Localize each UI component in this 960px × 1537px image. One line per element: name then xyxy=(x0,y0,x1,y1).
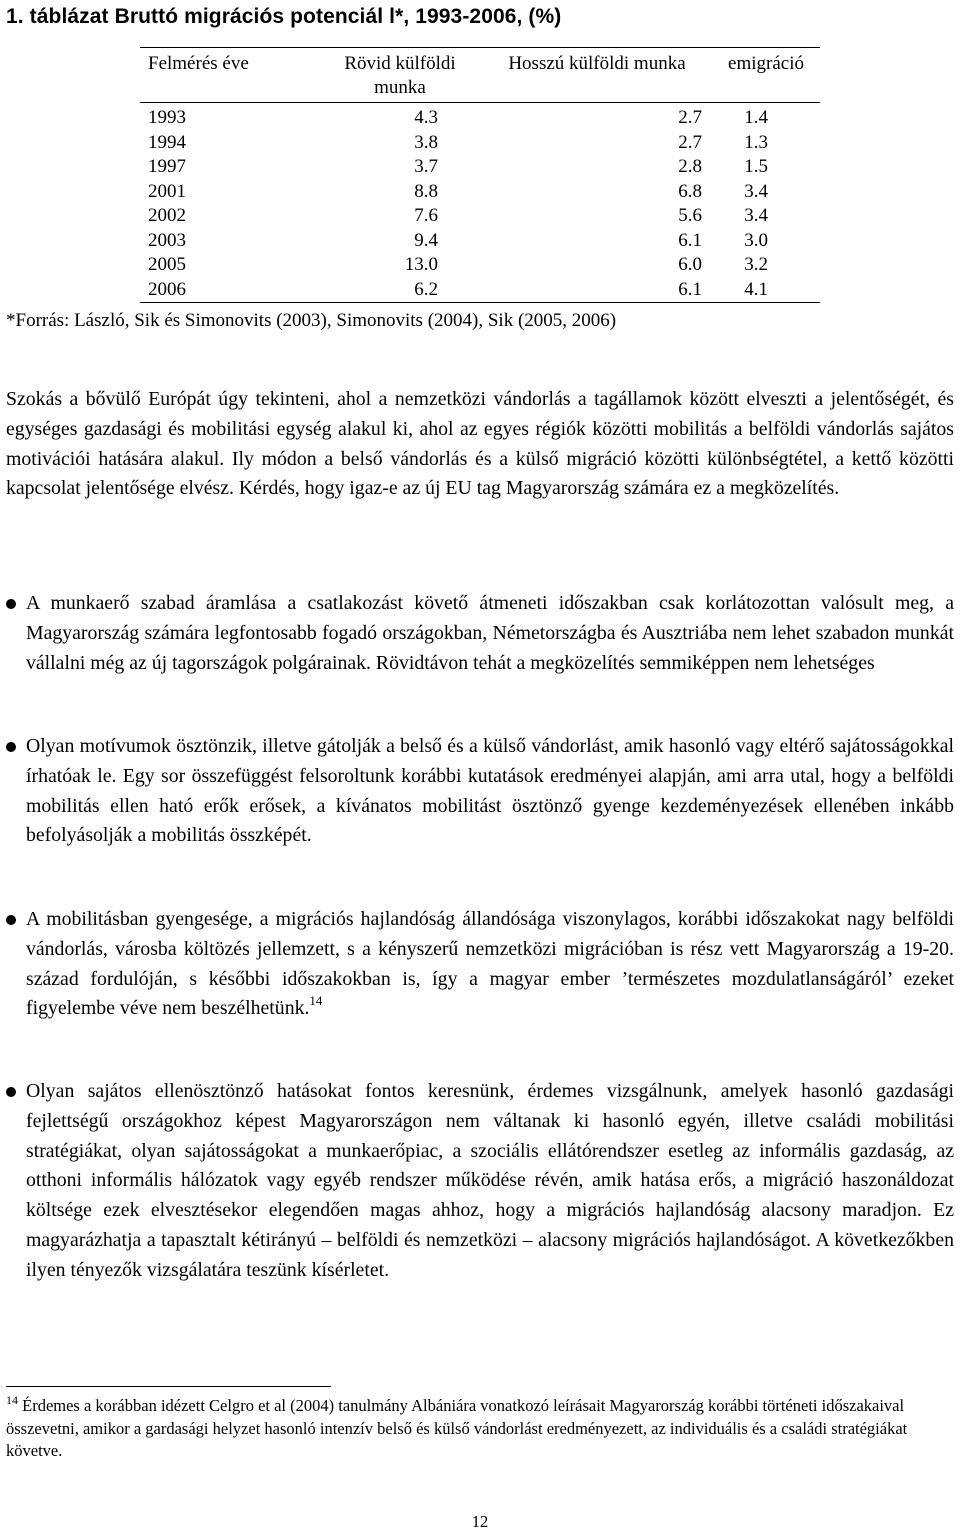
cell-emigration: 1.5 xyxy=(744,156,768,177)
intro-paragraph: Szokás a bővülő Európát úgy tekinteni, ahol a nemzetközi vándorlás a tagállamok között elveszti a jelentőségét, és egységes gazdasági és mobilitási egység alakul ki, ahol az egyes régiók közötti mobilitás a belföldi vándorlás sajátos motivációi hatására alakul. Ily módon a belső vándorlás és a külső migráció közötti különbségtétel, a kettő közötti kapcsolat jelentősége elvész. Kérdés, hogy igaz-e az új EU tag Magyarország számára ez a megközelítés. xyxy=(6,388,954,500)
cell-year: 1997 xyxy=(148,156,186,177)
bullet-text: A munkaerő szabad áramlása a csatlakozást követő átmeneti időszakban csak korlátozottan valósult meg, a Magyarország számára legfontosabb fogadó országokban, Németországba és Ausztriába nem lehet szabadon munkát vállalni még az új tagországok polgárainak. Rövidtávon tehát a megközelítés semmiképpen nem lehetséges xyxy=(26,592,954,674)
cell-short-work: 9.4 xyxy=(414,229,438,251)
table-row xyxy=(140,131,820,156)
cell-short-work: 8.8 xyxy=(414,180,438,202)
cell-year: 2002 xyxy=(148,205,186,226)
bullet-dot-icon xyxy=(6,742,16,752)
bullet-text xyxy=(26,905,954,1024)
cell-short-work: 7.6 xyxy=(414,205,438,226)
cell-emigration: 4.1 xyxy=(744,278,768,300)
table-row xyxy=(140,103,820,131)
cell-long-work: 6.1 xyxy=(678,278,702,300)
cell-long-work: 6.0 xyxy=(678,254,702,275)
cell-short-work: 4.3 xyxy=(414,107,438,128)
header-emigration: emigráció xyxy=(728,53,804,74)
cell-long-work: 2.8 xyxy=(678,156,702,177)
bullet-dot-icon xyxy=(6,599,16,609)
bullet-item xyxy=(6,905,954,1024)
footnote xyxy=(6,1395,954,1463)
page-number: 12 xyxy=(471,1512,489,1531)
cell-emigration: 1.4 xyxy=(744,107,768,128)
cell-emigration: 3.4 xyxy=(744,205,768,226)
cell-year: 2003 xyxy=(148,229,186,251)
footnote-reference[interactable]: 14 xyxy=(309,993,323,1009)
cell-long-work: 2.7 xyxy=(678,107,702,128)
table-header-row xyxy=(140,48,820,103)
footnote-divider xyxy=(6,1386,331,1387)
bullet-dot-icon xyxy=(6,915,16,925)
header-short-work: Rövid külföldi munka xyxy=(344,53,456,98)
migration-table xyxy=(140,47,820,303)
table-row xyxy=(140,180,820,205)
cell-short-work: 6.2 xyxy=(414,278,438,300)
cell-year: 2001 xyxy=(148,180,186,202)
table-row xyxy=(140,253,820,278)
cell-year: 2005 xyxy=(148,254,186,275)
cell-year: 1993 xyxy=(148,107,186,128)
bullet-item xyxy=(6,589,954,678)
bullet-text: Olyan motívumok ösztönzik, illetve gátolják a belső és a külső vándorlást, amik hasonló vagy eltérő sajátosságokkal írhatóak le. Egy sor összefüggést felsoroltunk korábbi kutatások eredményei alapján, ami arra utal, hogy a belföldi mobilitás ellen ható erők erősek, a kívánatos mobilitást ösztönző gyenge kezdeményezések ellenében inkább befolyásolják a mobilitás összképét. xyxy=(26,735,954,847)
table-caption: 1. táblázat Bruttó migrációs potenciál l*, 1993-2006, (%) xyxy=(6,5,562,28)
header-survey-year: Felmérés éve xyxy=(148,53,249,74)
cell-emigration: 3.2 xyxy=(744,254,768,275)
table-row xyxy=(140,155,820,180)
bullet-text: Olyan sajátos ellenösztönző hatásokat fontos keresnünk, érdemes vizsgálnunk, amelyek hasonló gazdasági fejlettségű országokhoz képest Magyarországon nem váltanak ki hasonló egyén, illetve családi mobilitási stratégiákat, olyan sajátosságokat a munkaerőpiac, a szociális ellátórendszer esetleg az informális gazdaság, az otthoni informális hálózatok vagy egyéb rendszer működése révén, amik hatása erős, a migráció haszonáldozat költsége ezek elvesztésekor elegendően magas ahhoz, hogy a migrációs hajlandóság alacsony maradjon. Ez magyarázhatja a tapasztalt kétirányú – belföldi és nemzetközi – alacsony migrációs hajlandóságot. A következőkben ilyen tényezők vizsgálatára teszünk kísérletet. xyxy=(26,1080,954,1281)
table-row xyxy=(140,204,820,229)
footnote-text: Érdemes a korábban idézett Celgro et al (2004) tanulmány Albániára vonatkozó leírásait Magyarország korábbi történeti időszakaival összevetni, amikor a gardasági helyzet hasonló intenzív belső és külső vándorlást eredményezett, az individuális és a családi stratégiákat követve. xyxy=(6,1396,908,1460)
bullet-dot-icon xyxy=(6,1087,16,1097)
cell-emigration: 3.4 xyxy=(744,180,768,202)
cell-emigration: 1.3 xyxy=(744,131,768,153)
footnote-number: 14 xyxy=(6,1393,18,1407)
cell-emigration: 3.0 xyxy=(744,229,768,251)
cell-long-work: 6.8 xyxy=(678,180,702,202)
table-row xyxy=(140,278,820,303)
table-row xyxy=(140,229,820,254)
cell-long-work: 2.7 xyxy=(678,131,702,153)
bullet-item xyxy=(6,732,954,851)
table-source-note: *Forrás: László, Sik és Simonovits (2003), Simonovits (2004), Sik (2005, 2006) xyxy=(6,310,617,331)
cell-short-work: 3.7 xyxy=(414,156,438,177)
cell-long-work: 6.1 xyxy=(678,229,702,251)
bullet-text-body: A mobilitásban gyengesége, a migrációs hajlandóság állandósága viszonylagos, korábbi időszakokat nagy belföldi vándorlás, városba költözés jellemzett, s a kényszerű nemzetközi migrációban is rész vett Magyarország a 19-20. század fordulóján, s későbbi időszakokban is, így a magyar ember ’természetes mozdulatlanságáról’ ezeket figyelembe véve nem beszélhetünk. xyxy=(26,908,954,1020)
bullet-item xyxy=(6,1077,954,1286)
cell-short-work: 13.0 xyxy=(404,254,438,275)
cell-year: 2006 xyxy=(148,278,186,300)
cell-short-work: 3.8 xyxy=(414,131,438,153)
header-long-work: Hosszú külföldi munka xyxy=(508,53,686,74)
cell-year: 1994 xyxy=(148,131,186,153)
cell-long-work: 5.6 xyxy=(678,205,702,226)
